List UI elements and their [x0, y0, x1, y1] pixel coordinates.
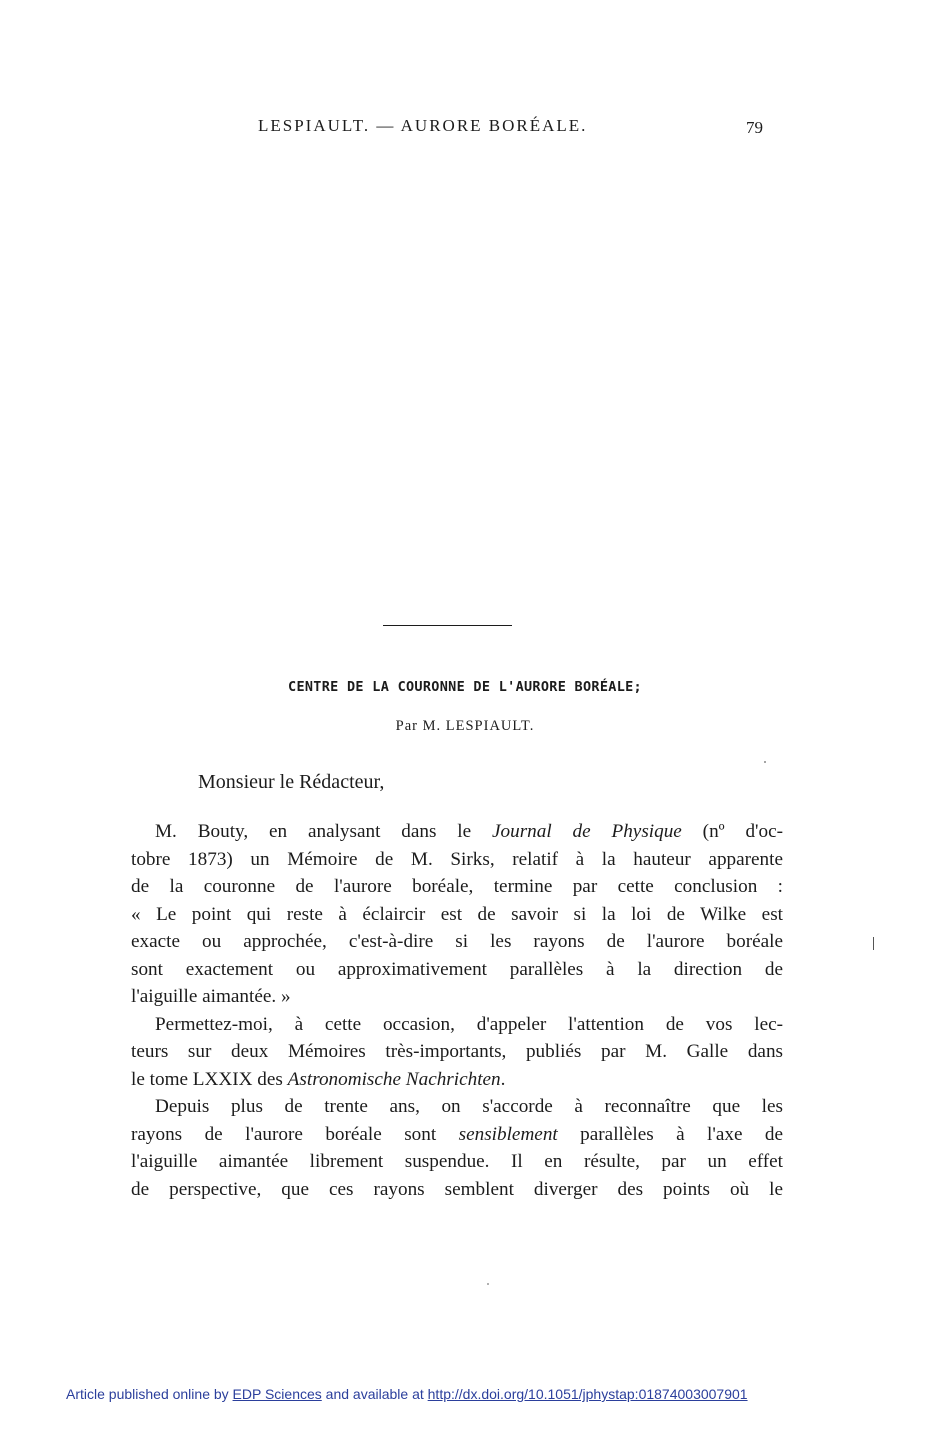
text-line: « Le point qui reste à éclaircir est de savoir si la loi de Wilke est [131, 903, 783, 925]
text-line [131, 1121, 783, 1149]
article-body [131, 818, 783, 1203]
text-line: de perspective, que ces rayons semblent diverger des points où le [131, 1178, 783, 1200]
section-divider [383, 625, 512, 626]
article-title: CENTRE DE LA COURONNE DE L'AURORE BORÉALE; [288, 679, 642, 695]
text-run: rayons de l'aurore boréale sont [131, 1123, 459, 1145]
text-line: tobre 1873) un Mémoire de M. Sirks, relatif à la hauteur apparente [131, 848, 783, 870]
footer-prefix: Article published online by [66, 1386, 233, 1402]
text-line: teurs sur deux Mémoires très-importants, publiés par M. Galle dans [131, 1041, 783, 1062]
speck-mark [487, 1283, 489, 1285]
footer-middle: and available at [321, 1386, 428, 1402]
text-line: l'aiguille aimantée. » [131, 986, 291, 1007]
text-run: M. Bouty, en analysant dans le [155, 821, 492, 842]
running-head [0, 116, 930, 142]
speck-mark [764, 761, 766, 763]
text-run: parallèles à l'axe de [557, 1123, 783, 1145]
text-line: sont exactement ou approximativement parallèles à la direction de [131, 958, 783, 980]
text-line: l'aiguille aimantée librement suspendue. Il en résulte, par un effet [131, 1151, 783, 1172]
journal-title-italic: Journal de Physique [492, 821, 682, 842]
text-run: (nº d'oc- [681, 821, 784, 842]
journal-title-italic: Astronomische Nachrichten [287, 1068, 501, 1090]
running-title: LESPIAULT. — AURORE BORÉALE. [258, 116, 588, 135]
text-line: de la couronne de l'aurore boréale, termine par cette conclusion : [131, 876, 783, 897]
publisher-link[interactable]: EDP Sciences [232, 1386, 322, 1402]
paragraph-2 [131, 1011, 783, 1094]
article-byline: Par M. LESPIAULT. [395, 718, 535, 734]
margin-mark [873, 937, 874, 950]
text-line: exacte ou approchée, c'est-à-dire si les rayons de l'aurore boréale [131, 931, 783, 952]
emphasis-italic: sensiblement [458, 1123, 558, 1145]
paragraph-1 [131, 818, 783, 1011]
text-line [131, 818, 783, 846]
text-line: Depuis plus de trente ans, on s'accorde à reconnaître que les [155, 1096, 783, 1117]
text-line: Permettez-moi, à cette occasion, d'appeler l'attention de vos lec- [155, 1013, 783, 1035]
doi-link[interactable]: http://dx.doi.org/10.1051/jphystap:01874003007901 [427, 1386, 748, 1402]
text-run: . [500, 1068, 506, 1090]
paragraph-3 [131, 1093, 783, 1203]
text-line [131, 1066, 783, 1094]
publication-footer [66, 1386, 748, 1402]
page-number: 79 [746, 118, 763, 137]
text-run: le tome LXXIX des [131, 1068, 288, 1090]
salutation: Monsieur le Rédacteur, [198, 771, 385, 793]
